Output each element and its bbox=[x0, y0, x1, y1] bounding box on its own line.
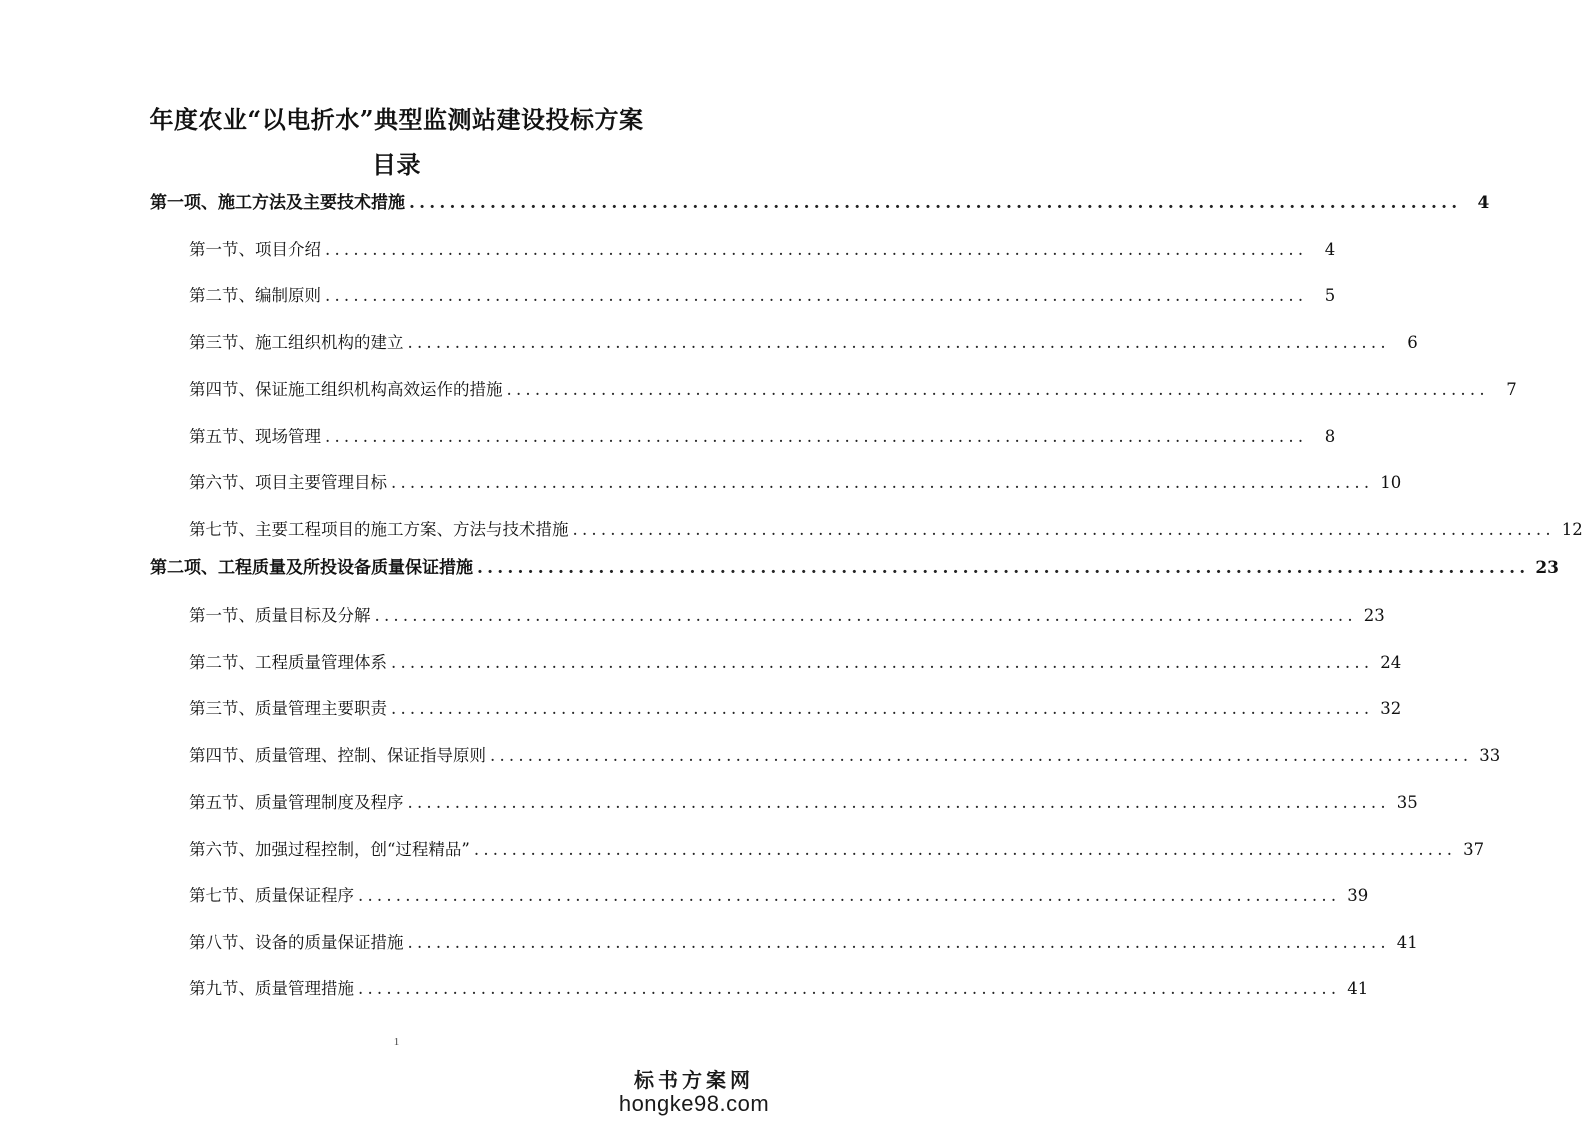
toc-leader-dots: ........................................................................................................ bbox=[325, 240, 1308, 259]
toc-entry-page: 32 bbox=[1380, 699, 1402, 718]
toc-entry-page: 33 bbox=[1479, 746, 1501, 765]
toc-entry-page: 10 bbox=[1380, 473, 1402, 492]
toc-entry-page: 24 bbox=[1380, 653, 1402, 672]
toc-entry-section[interactable] bbox=[189, 282, 1336, 308]
toc-entry-label: 第七节、主要工程项目的施工方案、方法与技术措施 bbox=[189, 520, 569, 539]
toc-leader-dots: ........................................................................................................ bbox=[572, 520, 1555, 539]
toc-entry-page: 39 bbox=[1347, 886, 1369, 905]
toc-entry-label: 第一节、项目介绍 bbox=[189, 240, 321, 259]
page-number: 1 bbox=[393, 1036, 400, 1048]
toc-heading: 目录 bbox=[372, 150, 421, 179]
toc-entry-label: 第六节、加强过程控制，创“过程精品” bbox=[189, 840, 470, 859]
toc-entry-section[interactable] bbox=[189, 236, 1336, 262]
toc-entry-page: 8 bbox=[1324, 427, 1336, 446]
toc-leader-dots: ........................................................................................................ bbox=[407, 933, 1390, 952]
toc-entry-section[interactable] bbox=[189, 649, 1402, 675]
toc-entry-label: 第五节、质量管理制度及程序 bbox=[189, 793, 404, 812]
toc-entry-page: 5 bbox=[1324, 286, 1336, 305]
toc-leader-dots: ........................................................................................................ bbox=[473, 840, 1457, 859]
toc-entry-section[interactable] bbox=[189, 423, 1336, 449]
toc-entry-section[interactable] bbox=[189, 602, 1385, 628]
watermark-site-name: 标书方案网 bbox=[634, 1068, 754, 1092]
toc-entry-section[interactable] bbox=[189, 469, 1402, 495]
toc-entry-label: 第八节、设备的质量保证措施 bbox=[189, 933, 404, 952]
toc-leader-dots: ........................................................................................................ bbox=[407, 333, 1390, 352]
toc-leader-dots: ........................................................................................................ bbox=[391, 473, 1374, 492]
toc-entry-section[interactable] bbox=[189, 929, 1418, 955]
toc-entry-label: 第七节、质量保证程序 bbox=[189, 886, 354, 905]
document-title: 年度农业“以电折水”典型监测站建设投标方案 bbox=[149, 105, 644, 134]
toc-entry-part-1[interactable] bbox=[150, 188, 1490, 214]
toc-entry-label: 第一节、质量目标及分解 bbox=[189, 606, 371, 625]
toc-entry-section[interactable] bbox=[189, 695, 1402, 721]
toc-entry-section[interactable] bbox=[189, 376, 1517, 402]
toc-entry-label: 第二节、编制原则 bbox=[189, 286, 321, 305]
toc-entry-section[interactable] bbox=[189, 516, 1583, 542]
site-watermark bbox=[609, 1068, 779, 1116]
toc-entry-section[interactable] bbox=[189, 789, 1418, 815]
toc-entry-page: 4 bbox=[1477, 193, 1490, 213]
toc-leader-dots: ........................................................................................................ bbox=[358, 979, 1341, 998]
toc-leader-dots: ........................................................................................................ bbox=[477, 558, 1530, 578]
toc-entry-section[interactable] bbox=[189, 975, 1369, 1001]
toc-entry-page: 6 bbox=[1407, 333, 1418, 352]
toc-entry-section[interactable] bbox=[189, 836, 1485, 862]
toc-leader-dots: ........................................................................................................ bbox=[391, 699, 1374, 718]
toc-leader-dots: ........................................................................................................ bbox=[325, 286, 1308, 305]
toc-entry-page: 7 bbox=[1506, 380, 1517, 399]
toc-entry-section[interactable] bbox=[189, 882, 1369, 908]
toc-entry-label: 第三节、质量管理主要职责 bbox=[189, 699, 387, 718]
toc-entry-section[interactable] bbox=[189, 742, 1501, 768]
toc-entry-part-2[interactable] bbox=[150, 553, 1559, 579]
toc-entry-page: 12 bbox=[1561, 520, 1583, 539]
toc-entry-section[interactable] bbox=[189, 329, 1418, 355]
toc-leader-dots: ........................................................................................................ bbox=[409, 193, 1462, 213]
toc-entry-label: 第二节、工程质量管理体系 bbox=[189, 653, 387, 672]
toc-entry-page: 41 bbox=[1347, 979, 1369, 998]
toc-entry-page: 23 bbox=[1363, 606, 1385, 625]
watermark-url: hongke98.com bbox=[618, 1091, 770, 1116]
toc-entry-page: 37 bbox=[1463, 840, 1485, 859]
toc-entry-label: 第九节、质量管理措施 bbox=[189, 979, 354, 998]
toc-leader-dots: ........................................................................................................ bbox=[407, 793, 1390, 812]
toc-leader-dots: ........................................................................................................ bbox=[374, 606, 1357, 625]
toc-entry-label: 第六节、项目主要管理目标 bbox=[189, 473, 387, 492]
toc-leader-dots: ........................................................................................................ bbox=[325, 427, 1308, 446]
toc-entry-label: 第一项、施工方法及主要技术措施 bbox=[150, 193, 405, 213]
toc-entry-label: 第三节、施工组织机构的建立 bbox=[189, 333, 404, 352]
toc-leader-dots: ........................................................................................................ bbox=[506, 380, 1489, 399]
toc-entry-page: 23 bbox=[1535, 558, 1559, 578]
toc-leader-dots: ........................................................................................................ bbox=[391, 653, 1374, 672]
toc-entry-label: 第四节、保证施工组织机构高效运作的措施 bbox=[189, 380, 503, 399]
toc-entry-label: 第四节、质量管理、控制、保证指导原则 bbox=[189, 746, 486, 765]
toc-entry-page: 35 bbox=[1396, 793, 1418, 812]
toc-entry-label: 第五节、现场管理 bbox=[189, 427, 321, 446]
toc-leader-dots: ........................................................................................................ bbox=[490, 746, 1473, 765]
toc-entry-page: 4 bbox=[1324, 240, 1336, 259]
toc-entry-page: 41 bbox=[1396, 933, 1418, 952]
toc-entry-label: 第二项、工程质量及所投设备质量保证措施 bbox=[150, 558, 473, 578]
toc-leader-dots: ........................................................................................................ bbox=[358, 886, 1341, 905]
